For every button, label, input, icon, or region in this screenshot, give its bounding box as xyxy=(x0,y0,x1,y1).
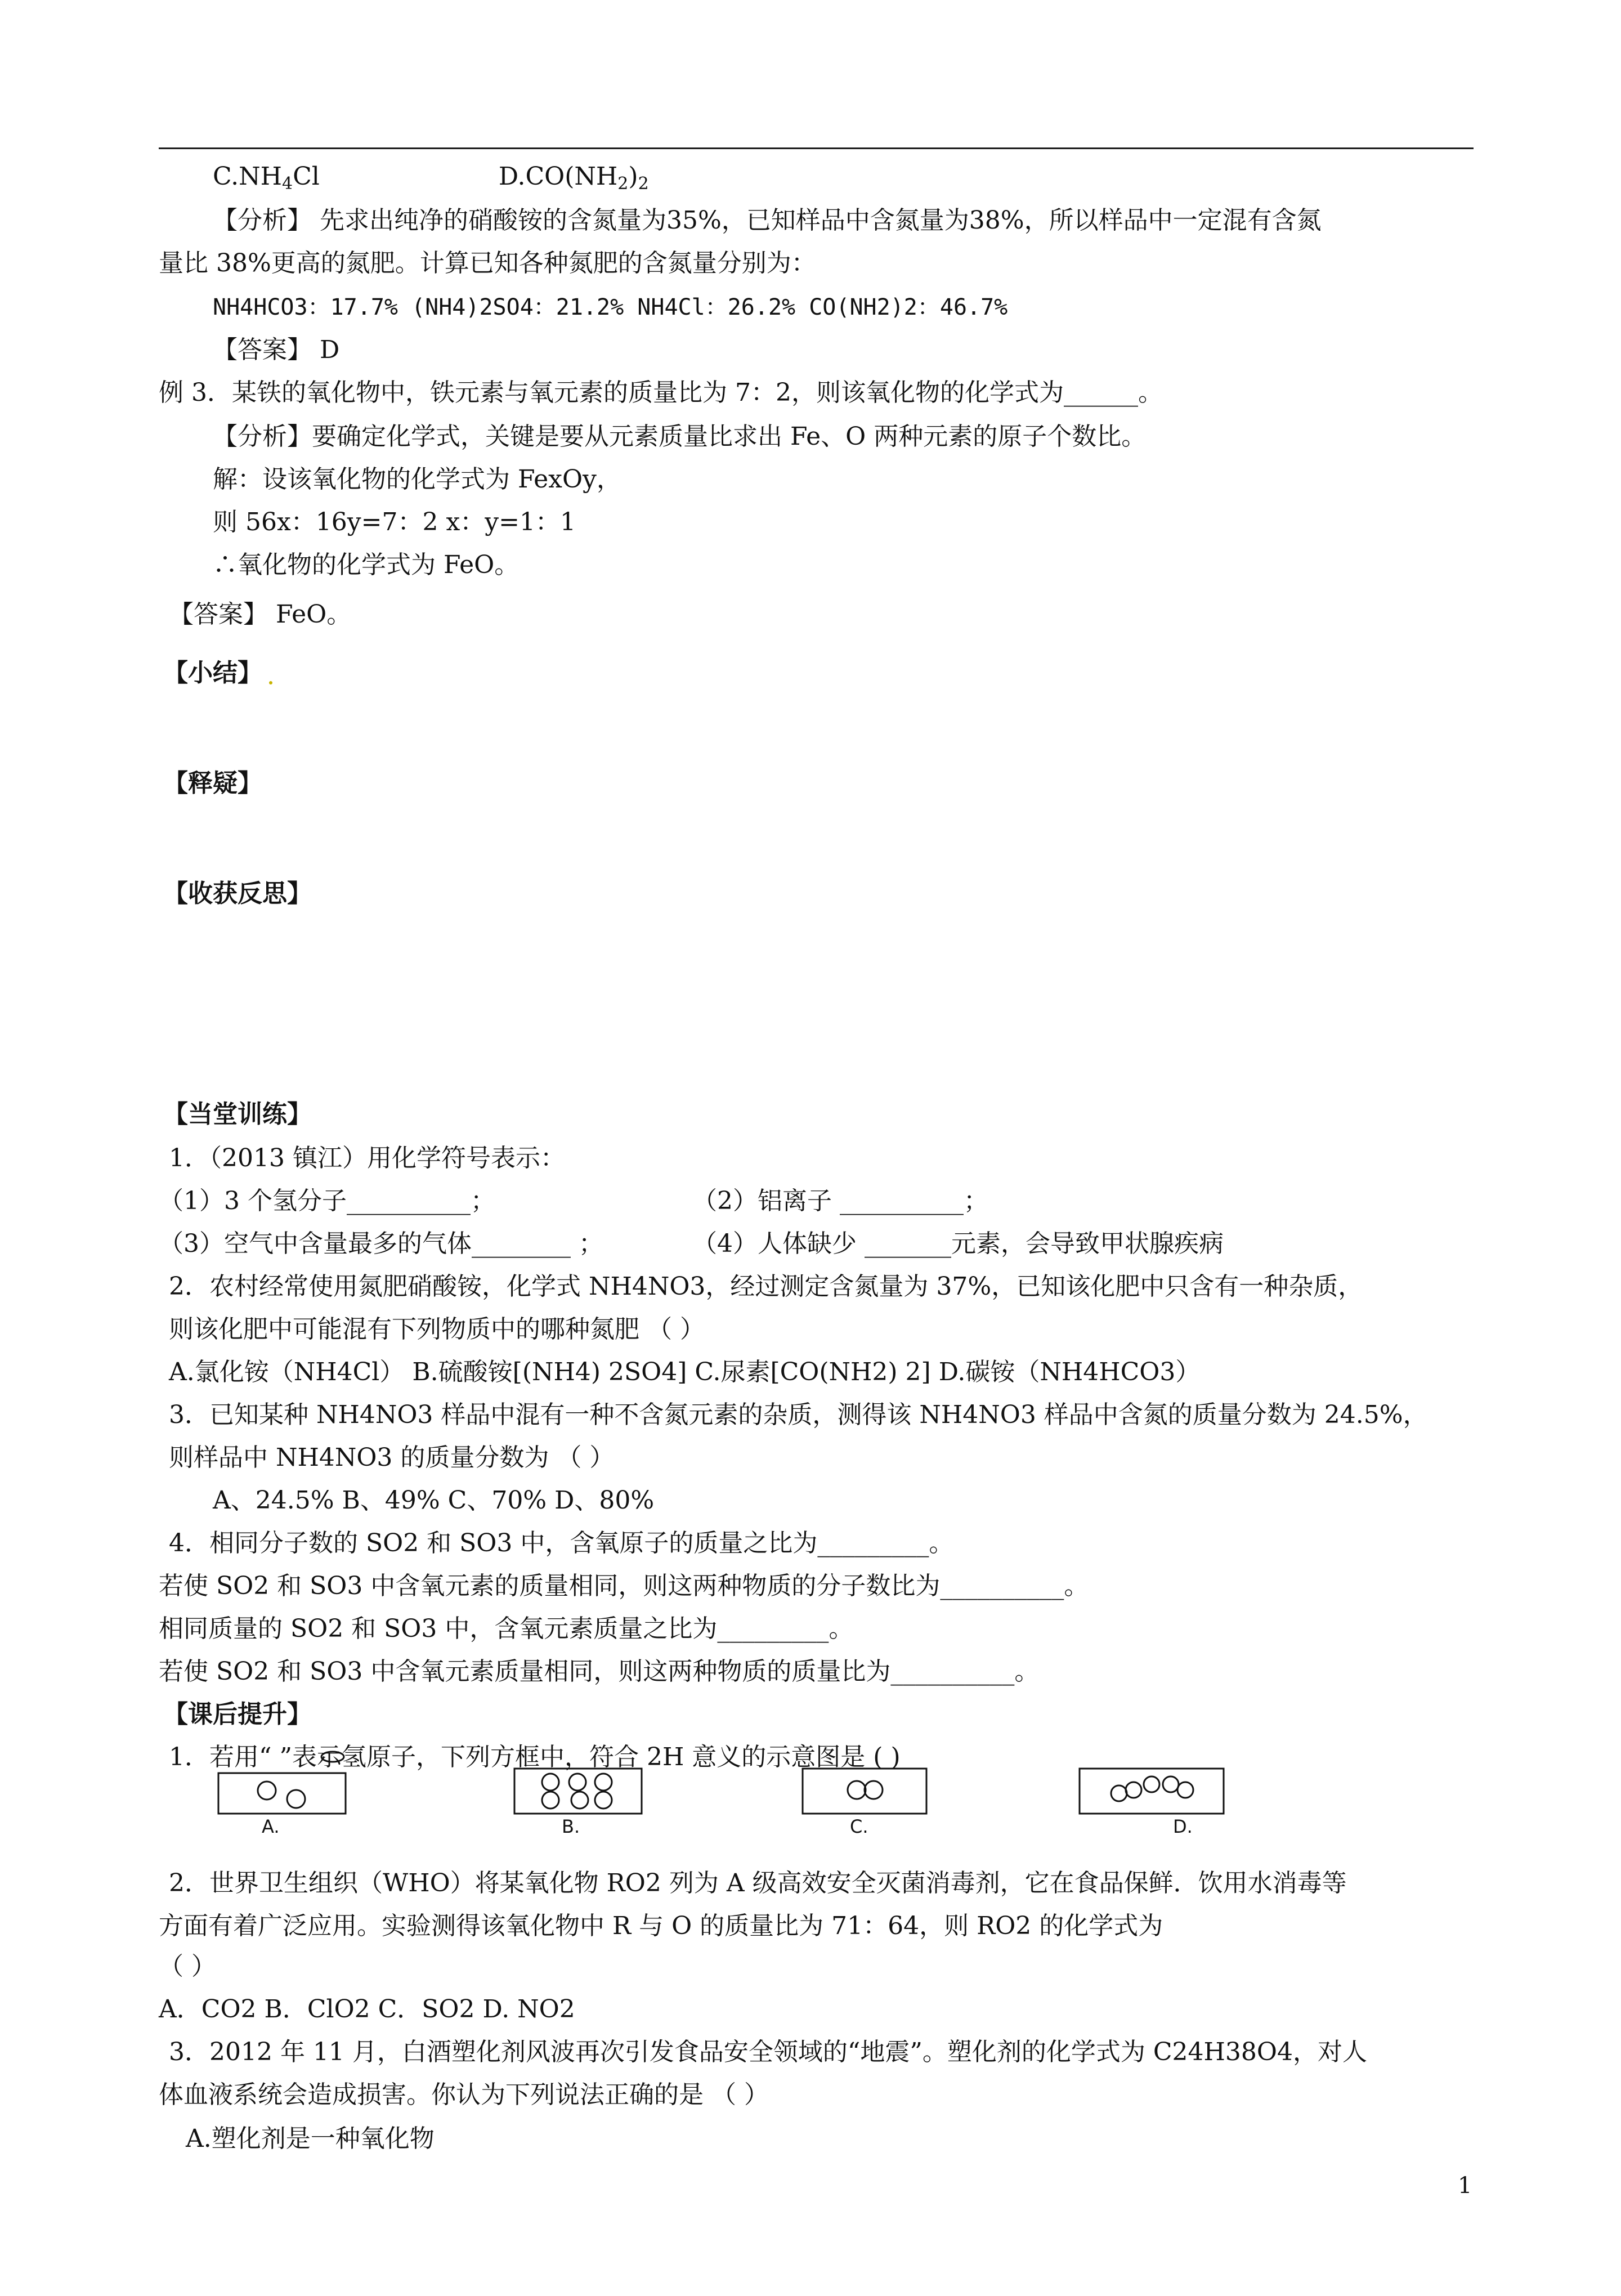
practice-q4-d: 若使 SO2 和 SO3 中含氧元素质量相同，则这两种物质的质量比为__________。 xyxy=(159,1657,1040,1686)
practice-q4-b: 若使 SO2 和 SO3 中含氧元素的质量相同，则这两种物质的分子数比为__________。 xyxy=(159,1572,1089,1600)
answer-line-2: 【答案】 FeO。 xyxy=(169,600,352,629)
practice-q1: 1．（2013 镇江）用化学符号表示： xyxy=(169,1144,565,1172)
heading-class-practice: 【当堂训练】 xyxy=(163,1100,312,1129)
option-line-cd: $C.NH_4Cl$ $D.CO(NH_2)_2$ xyxy=(213,162,649,194)
practice-q1-part4: （4）人体缺少 _______元素，会导致甲状腺疾病 xyxy=(692,1229,1224,1258)
answer-line-1: 【答案】 D xyxy=(213,335,340,364)
page-number: 1 xyxy=(1458,2173,1472,2199)
analysis-line-2: 量比 38%更高的氮肥。计算已知各种氮肥的含氮量分别为： xyxy=(159,249,816,278)
solution-line-1: 解：设该氧化物的化学式为 FexOy， xyxy=(213,465,621,494)
nitrogen-content-line: NH4HCO3：17.7% (NH4)2SO4：21.2% NH4Cl：26.2% CO(NH2)2：46.7% xyxy=(213,294,1008,320)
after-q3-option-a: A.塑化剂是一种氧化物 xyxy=(186,2124,435,2153)
solution-line-2: 则 56x：16y=7：2 x：y=1：1 xyxy=(213,508,576,536)
practice-q3: 3．已知某种 NH4NO3 样品中混有一种不含氮元素的杂质，测得该 NH4NO3 样品中含氮的质量分数为 24.5%， xyxy=(169,1400,1428,1429)
practice-q4: 4．相同分子数的 SO2 和 SO3 中，含氧原子的质量之比为_________。 xyxy=(169,1529,954,1557)
practice-q4-c: 相同质量的 SO2 和 SO3 中，含氧元素质量之比为_________。 xyxy=(159,1614,854,1643)
option-d-text: D.CO(NH xyxy=(498,162,618,191)
example-3-analysis: 【分析】要确定化学式，关键是要从元素质量比求出 Fe、O 两种元素的原子个数比。 xyxy=(213,422,1147,451)
diagram-b xyxy=(513,1767,643,1816)
practice-q2: 2．农村经常使用氮肥硝酸铵，化学式 NH4NO3，经过测定含氮量为 37%，已知该化肥中只含有一种杂质， xyxy=(169,1272,1363,1301)
stray-mark xyxy=(269,681,272,684)
heading-after-class: 【课后提升】 xyxy=(163,1700,312,1729)
hydrogen-atom-icon xyxy=(319,1748,347,1765)
diagram-b-label: B. xyxy=(562,1816,580,1837)
practice-q1-part1: （1）3 个氢分子__________； xyxy=(159,1187,495,1215)
practice-q3-options: A、24.5% B、49% C、70% D、80% xyxy=(213,1486,655,1515)
after-q1: 1．若用“ ”表示氢原子，下列方框中，符合 2H 意义的示意图是 ( ) xyxy=(169,1743,901,1771)
practice-q1-part2: （2）铝离子 __________； xyxy=(692,1187,988,1215)
diagram-a-label: A. xyxy=(262,1816,280,1837)
after-q2-options: A．CO2 B．ClO2 C．SO2 D. NO2 xyxy=(159,1995,575,2024)
after-q3-cont: 体血液系统会造成损害。你认为下列说法正确的是 （ ） xyxy=(159,2080,769,2109)
diagram-d xyxy=(1078,1767,1225,1816)
diagram-c xyxy=(801,1767,928,1816)
option-c-text-cont: Cl xyxy=(293,162,320,191)
option-c-text: C.NH xyxy=(213,162,282,191)
header-rule xyxy=(159,147,1474,149)
after-q3: 3．2012 年 11 月，白酒塑化剂风波再次引发食品安全领域的“地震”。塑化剂的化学式为 C24H38O4，对人 xyxy=(169,2038,1367,2066)
diagram-c-label: C. xyxy=(850,1816,868,1837)
solution-line-3: ∴氧化物的化学式为 FeO。 xyxy=(213,550,520,579)
heading-clarify: 【释疑】 xyxy=(163,769,262,798)
diagram-d-label: D. xyxy=(1173,1816,1193,1837)
practice-q3-cont: 则样品中 NH4NO3 的质量分数为 （ ） xyxy=(169,1443,615,1472)
example-3-question: 例 3．某铁的氧化物中，铁元素与氧元素的质量比为 7：2，则该氧化物的化学式为______。 xyxy=(159,378,1163,407)
practice-q1-part3: （3）空气中含量最多的气体________ ； xyxy=(159,1229,603,1258)
heading-reflection: 【收获反思】 xyxy=(163,879,312,908)
diagram-a xyxy=(217,1772,347,1817)
after-q2-cont: 方面有着广泛应用。实验测得该氧化物中 R 与 O 的质量比为 71：64，则 RO2 的化学式为 xyxy=(159,1912,1163,1940)
analysis-line-1: 【分析】 先求出纯净的硝酸铵的含氮量为35%，已知样品中含氮量为38%，所以样品中一定混有含氮 xyxy=(213,206,1322,235)
practice-q2-cont: 则该化肥中可能混有下列物质中的哪种氮肥 （ ） xyxy=(169,1315,705,1344)
option-d-text-cont: ) xyxy=(628,162,638,191)
after-q2-bracket: （ ） xyxy=(159,1952,216,1981)
heading-summary: 【小结】 xyxy=(163,659,262,687)
practice-q2-options: A.氯化铵（NH4Cl） B.硫酸铵[(NH4) 2SO4] C.尿素[CO(NH2) 2] D.碳铵（NH4HCO3） xyxy=(169,1358,1201,1386)
after-q2: 2．世界卫生组织（WHO）将某氧化物 RO2 列为 A 级高效安全灭菌消毒剂，它在食品保鲜．饮用水消毒等 xyxy=(169,1869,1347,1897)
